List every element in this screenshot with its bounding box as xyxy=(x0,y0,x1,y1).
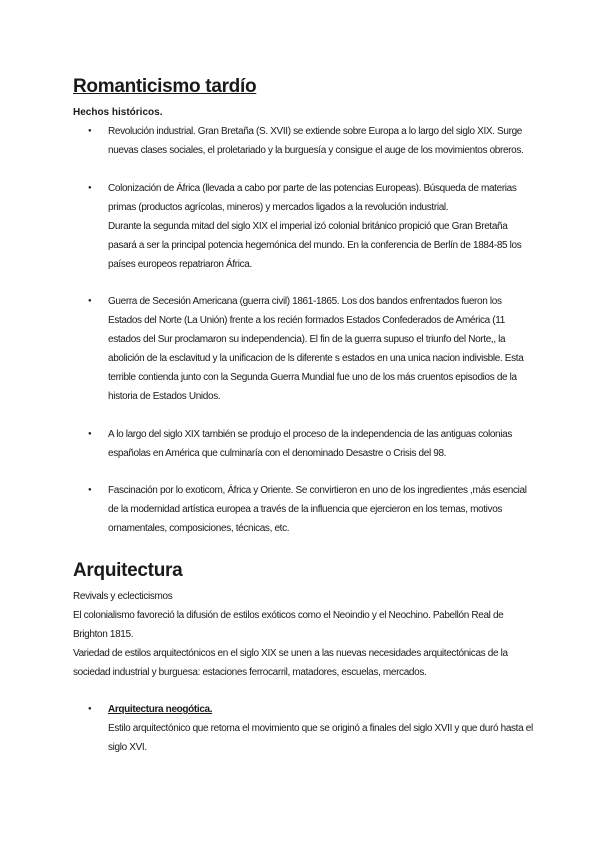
list-item-title: ● Arquitectura neogótica. xyxy=(108,704,213,715)
list-item-continuation: Durante la segunda mitad del siglo XIX el imperial izó colonial británico propició que Gran Bretaña pasará a ser la principal potencia hegemónica del mundo. En la conferencia de Berlín de 1884-85 los países europeos repatriaron África. xyxy=(108,221,522,270)
list-item xyxy=(108,425,533,463)
paragraph-variedad: Variedad de estilos arquitectónicos en el siglo XIX se unen a las nuevas necesidades arquitectónicas de la sociedad industrial y burguesa: estaciones ferrocarril, matadores, escuelas, mercados. xyxy=(73,648,508,678)
list-item-text: Guerra de Secesión Americana (guerra civil) 1861-1865. Los dos bandos enfrentados fueron los Estados del Norte (La Unión) frente a los recién formados Estados Confederados de América (11 estados del Sur proclamaron su independencia). El fin de la guerra supuso el triunfo del Norte,, la abolición de la esclavitud y la unificacion de ls diferente s estados en una unica nacion indivisble. Esta terrible contienda junto con la Segunda Guerra Mundial fue uno de los más cruentos episodios de la historia de Estados Unidos. xyxy=(108,296,524,402)
list-item xyxy=(108,122,533,160)
list-item xyxy=(108,292,533,406)
list-item-text: Revolución industrial. Gran Bretaña (S. XVII) se extiende sobre Europa a lo largo del siglo XIX. Surge nuevas clases sociales, el proletariado y la burguesía y consigue el auge de los movimientos obreros. xyxy=(108,126,524,156)
paragraph-revivals: Revivals y eclecticismos xyxy=(73,591,173,602)
section-title-arquitectura: Arquitectura xyxy=(73,560,183,581)
list-item-text: Fascinación por lo exoticom, África y Oriente. Se convirtieron en uno de los ingredientes ,más esencial de la modernidad artística europea a través de la influencia que ejercieron en los temas, motivos ornamentales, composiciones, técnicas, etc. xyxy=(108,485,527,534)
list-item-text: Colonización de África (llevada a cabo por parte de las potencias Europeas). Búsqueda de materias primas (productos agrícolas, mineros) y mercados ligados a la revolución industrial. xyxy=(108,183,517,213)
section-title-romanticismo: Romanticismo tardío xyxy=(73,76,257,97)
list-item xyxy=(108,179,533,274)
list-item-text: A lo largo del siglo XIX también se produjo el proceso de la independencia de las antiguas colonias españolas en América que culminaría con el denominado Desastre o Crisis del 98. xyxy=(108,429,512,459)
list-item xyxy=(108,481,533,538)
paragraph-colonialismo: El colonialismo favoreció la difusión de estilos exóticos como el Neoindio y el Neochino. Pabellón Real de Brighton 1815. xyxy=(73,610,504,640)
paragraph xyxy=(73,587,533,682)
list-item xyxy=(108,700,533,757)
list-item-text: Estilo arquitectónico que retoma el movimiento que se originó a finales del siglo XVII y que duró hasta el siglo XVI. xyxy=(108,723,533,753)
subheading-hechos: Hechos históricos. xyxy=(73,107,163,118)
